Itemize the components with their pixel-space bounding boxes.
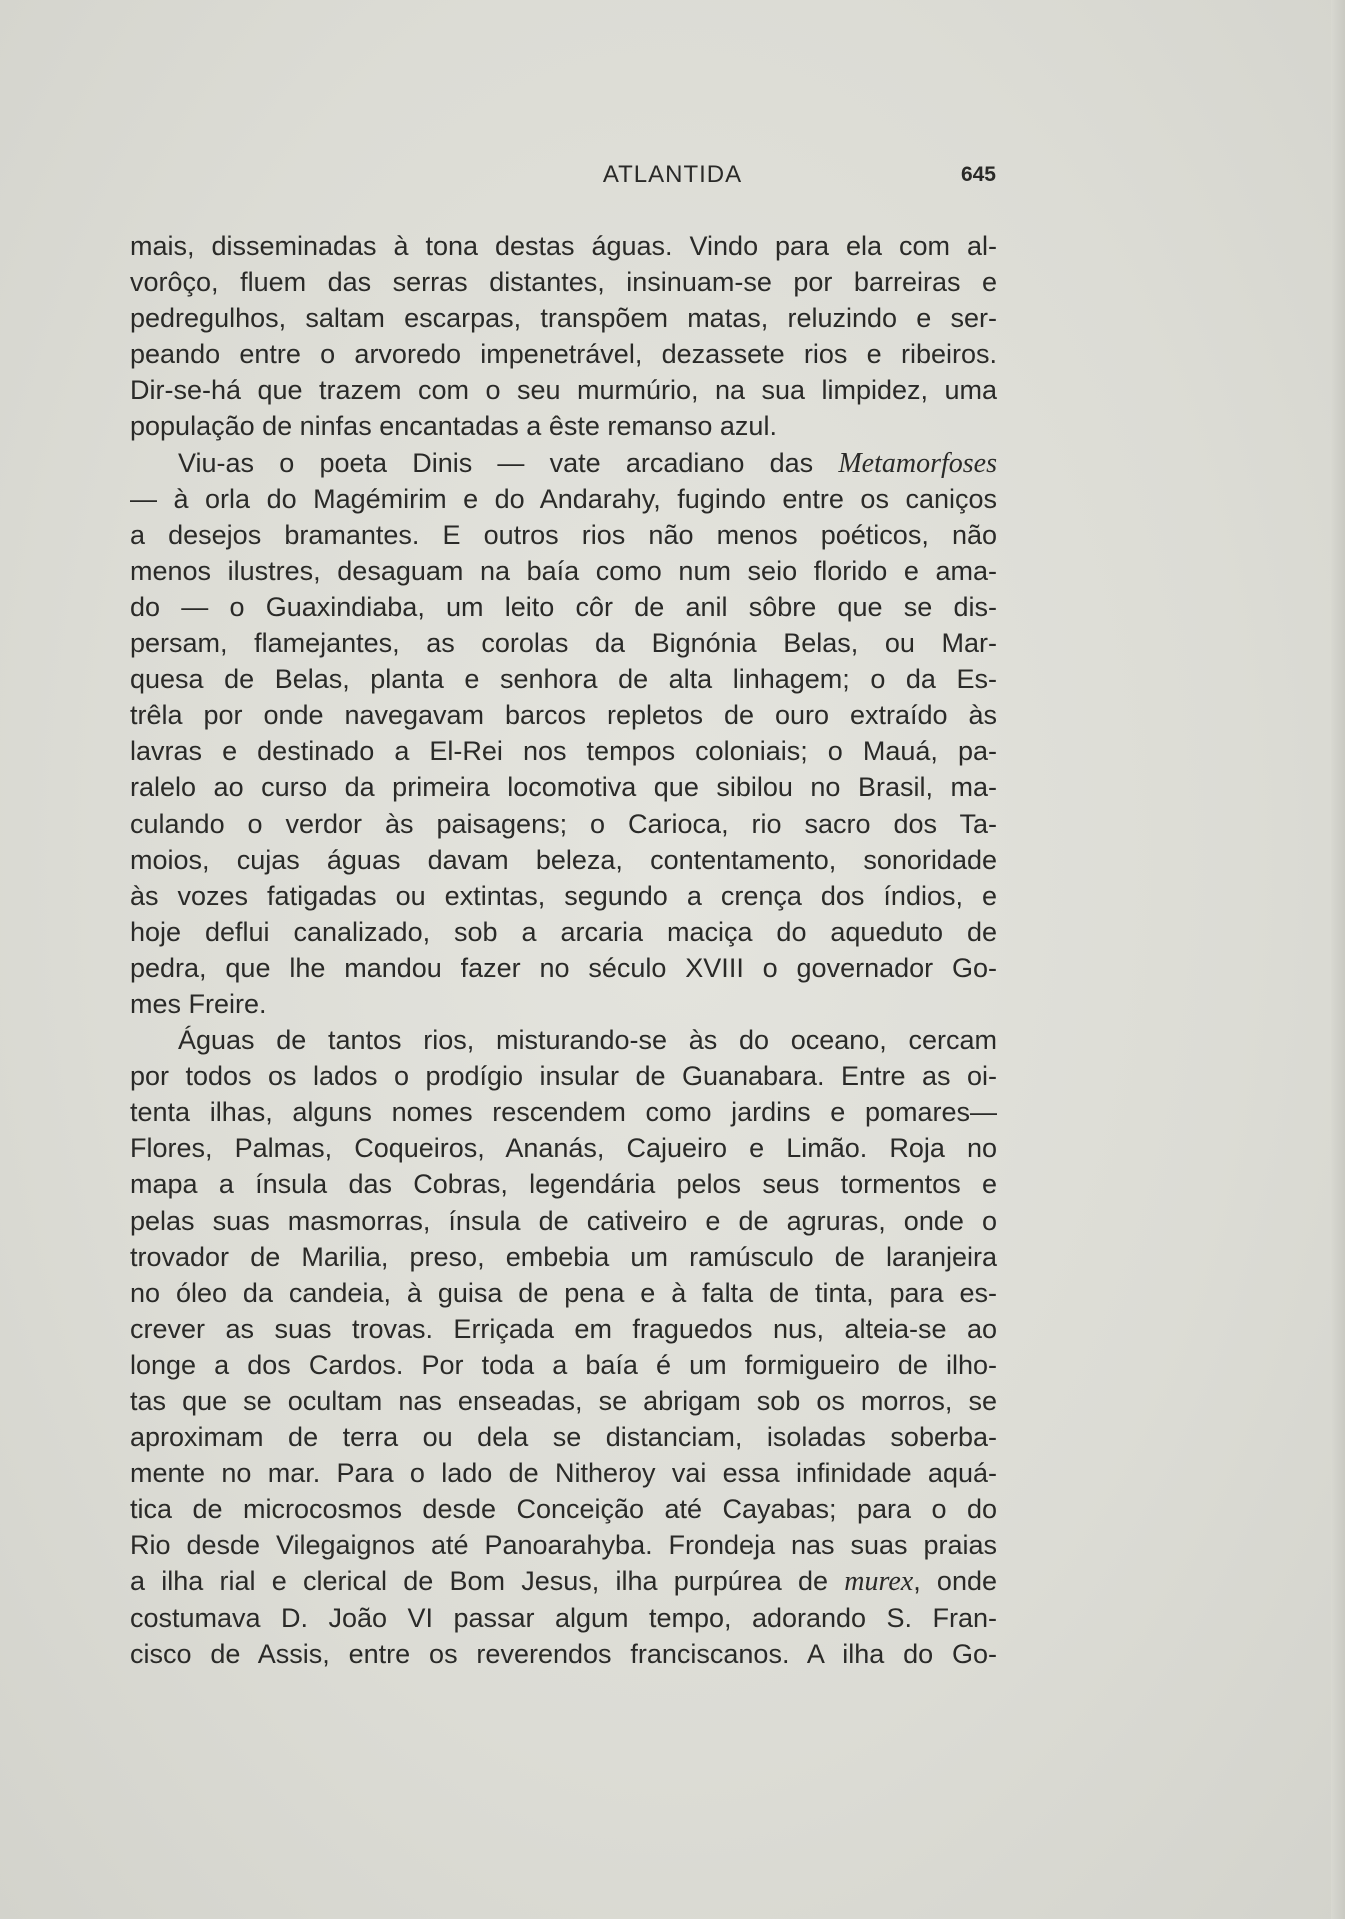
body-text xyxy=(130,228,997,1672)
text-line: peando entre o arvoredo impenetrável, dezassete rios e ribeiros. xyxy=(130,339,997,370)
page-number: 645 xyxy=(960,163,996,186)
running-title: ATLANTIDA xyxy=(602,161,743,188)
page-edge-shadow xyxy=(1331,0,1345,1919)
text-line: mes Freire. xyxy=(130,988,267,1019)
text-line: pedra, que lhe mandou fazer no século XVIII o governador Go- xyxy=(130,952,997,983)
text-line: costumava D. João VI passar algum tempo, adorando S. Fran- xyxy=(130,1602,997,1633)
text-line: persam, flamejantes, as corolas da Bignónia Belas, ou Mar- xyxy=(130,628,997,659)
text-line: — à orla do Magémirim e do Andarahy, fugindo entre os caniços xyxy=(130,483,997,514)
text-run: Viu-as o poeta Dinis — vate arcadiano das xyxy=(178,447,839,478)
text-line: lavras e destinado a El-Rei nos tempos coloniais; o Mauá, pa- xyxy=(130,736,997,767)
text-line: longe a dos Cardos. Por toda a baía é um formigueiro de ilho- xyxy=(130,1349,997,1380)
text-line: hoje deflui canalizado, sob a arcaria maciça do aqueduto de xyxy=(130,916,997,947)
text-line: crever as suas trovas. Erriçada em fraguedos nus, alteia-se ao xyxy=(130,1313,997,1344)
text-line xyxy=(130,1563,997,1599)
text-line: trêla por onde navegavam barcos repletos de ouro extraído às xyxy=(130,700,997,731)
text-line: no óleo da candeia, à guisa de pena e à falta de tinta, para es- xyxy=(130,1277,997,1308)
italic-title: Metamorfoses xyxy=(838,447,997,479)
text-line: aproximam de terra ou dela se distanciam, isoladas soberba- xyxy=(130,1422,997,1453)
text-run: , onde xyxy=(913,1566,997,1597)
text-line: população de ninfas encantadas a êste remanso azul. xyxy=(130,411,777,442)
text-line: tica de microcosmos desde Conceição até Cayabas; para o do xyxy=(130,1494,997,1525)
text-line: pedregulhos, saltam escarpas, transpõem matas, reluzindo e ser- xyxy=(130,303,997,334)
text-line: do — o Guaxindiaba, um leito côr de anil sôbre que se dis- xyxy=(130,591,997,622)
text-line: tas que se ocultam nas enseadas, se abrigam sob os morros, se xyxy=(130,1386,997,1416)
text-line xyxy=(130,445,997,481)
text-line: moios, cujas águas davam beleza, contentamento, sonoridade xyxy=(130,844,997,875)
page-header xyxy=(0,160,1345,190)
text-line: vorôço, fluem das serras distantes, insinuam-se por barreiras e xyxy=(130,267,997,298)
text-line: cisco de Assis, entre os reverendos franciscanos. A ilha do Go- xyxy=(130,1638,997,1669)
text-line: mais, disseminadas à tona destas águas. Vindo para ela com al- xyxy=(130,231,997,261)
text-line: pelas suas masmorras, ínsula de cativeiro e de agruras, onde o xyxy=(130,1205,997,1236)
text-line: Águas de tantos rios, misturando-se às do oceano, cercam xyxy=(178,1025,997,1056)
text-line: Dir-se-há que trazem com o seu murmúrio, na sua limpidez, uma xyxy=(130,375,997,406)
text-line: quesa de Belas, planta e senhora de alta linhagem; o da Es- xyxy=(130,664,997,695)
text-line: às vozes fatigadas ou extintas, segundo a crença dos índios, e xyxy=(130,880,997,911)
text-run: a ilha rial e clerical de Bom Jesus, ilha purpúrea de xyxy=(130,1566,845,1597)
text-line: por todos os lados o prodígio insular de Guanabara. Entre as oi- xyxy=(130,1061,997,1092)
text-line: culando o verdor às paisagens; o Carioca, rio sacro dos Ta- xyxy=(130,808,997,839)
text-line: mente no mar. Para o lado de Nitheroy vai essa infinidade aquá- xyxy=(130,1458,997,1489)
text-line: tenta ilhas, alguns nomes rescendem como jardins e pomares— xyxy=(130,1097,997,1128)
text-line: mapa a ínsula das Cobras, legendária pelos seus tormentos e xyxy=(130,1169,997,1200)
text-line: a desejos bramantes. E outros rios não menos poéticos, não xyxy=(130,519,997,550)
text-line: ralelo ao curso da primeira locomotiva que sibilou no Brasil, ma- xyxy=(130,772,997,803)
italic-term: murex xyxy=(844,1566,914,1598)
text-line: menos ilustres, desaguam na baía como num seio florido e ama- xyxy=(130,555,997,586)
text-line: Rio desde Vilegaignos até Panoarahyba. Frondeja nas suas praias xyxy=(130,1530,997,1561)
text-line: trovador de Marilia, preso, embebia um ramúsculo de laranjeira xyxy=(130,1241,997,1272)
text-line: Flores, Palmas, Coqueiros, Ananás, Cajueiro e Limão. Roja no xyxy=(130,1133,997,1164)
